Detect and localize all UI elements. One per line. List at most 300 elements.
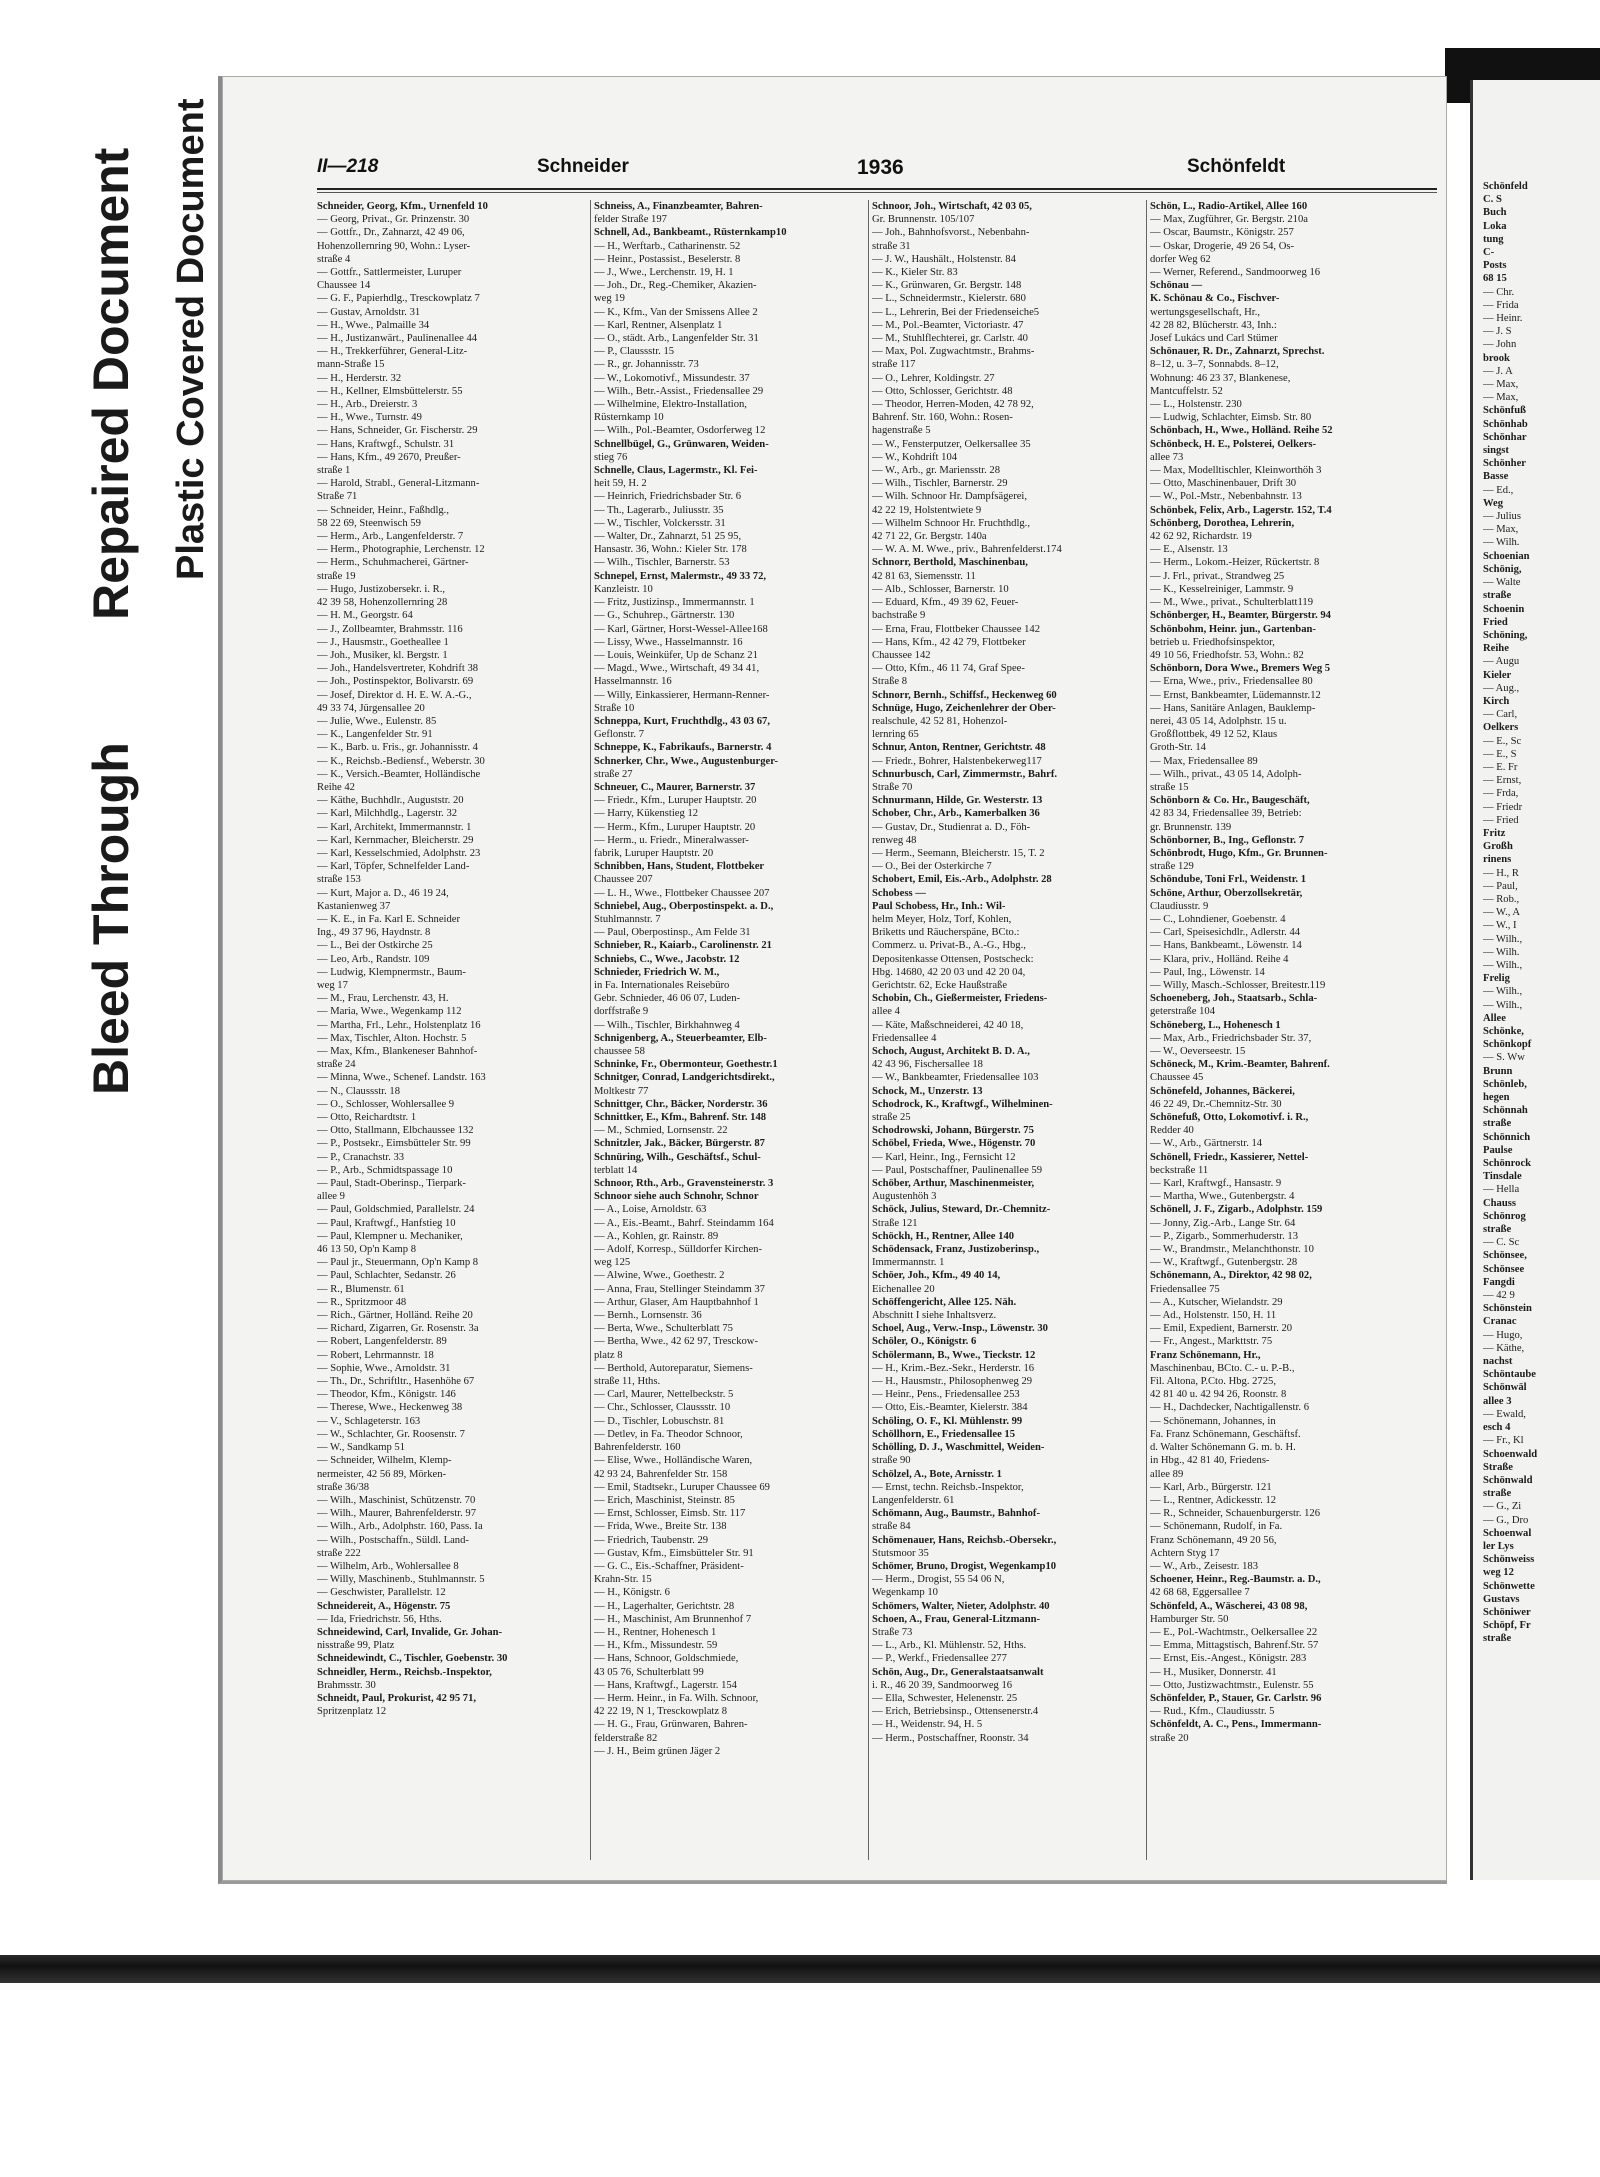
directory-entry-line: — Herm., Schuhmacherei, Gärtner- <box>317 557 469 569</box>
directory-entry-line: — Paul, Goldschmied, Parallelstr. 24 <box>317 1204 475 1216</box>
directory-entry-line: — Ad., Holstenstr. 150, H. 11 <box>1150 1310 1277 1322</box>
directory-entry-line: Schönwald <box>1483 1474 1533 1486</box>
directory-entry-line: — E., S <box>1483 748 1517 760</box>
directory-entry-line: dorffstraße 9 <box>594 1006 649 1018</box>
directory-entry-line: — Herm., Kfm., Luruper Hauptstr. 20 <box>594 821 756 833</box>
directory-entry-line: platz 8 <box>594 1349 623 1361</box>
directory-entry-line: — W., Arb., gr. Mariensstr. 28 <box>872 465 1001 477</box>
directory-entry-line: — Max, Tischler, Alton. Hochstr. 5 <box>317 1032 467 1044</box>
directory-entry-line: Schönke, <box>1483 1026 1524 1037</box>
directory-entry-line: — Adolf, Korresp., Sülldorfer Kirchen- <box>594 1244 762 1256</box>
directory-entry-line: — Ernst, Bankbeamter, Lüdemannstr.12 <box>1150 689 1321 701</box>
directory-entry-line: 42 39 58, Hohenzollernring 28 <box>317 597 448 609</box>
column-1 <box>317 200 587 1880</box>
directory-entry-line: — Rich., Gärtner, Holländ. Reihe 20 <box>317 1310 473 1322</box>
directory-entry-line: — Chr., Schlosser, Claussstr. 10 <box>594 1402 731 1414</box>
directory-entry-line: — Herm., Seemann, Bleicherstr. 15, T. 2 <box>872 847 1045 859</box>
side-label-repaired: Repaired Document <box>83 147 139 620</box>
directory-entry-line: — Otto, Maschinenbauer, Drift 30 <box>1150 478 1297 490</box>
directory-entry-line: — W., Pol.-Mstr., Nebenbahnstr. 13 <box>1150 491 1302 503</box>
directory-entry-line: Straße 73 <box>872 1626 913 1638</box>
directory-entry-line: — L. H., Wwe., Flottbeker Chaussee 207 <box>594 887 770 899</box>
directory-entry-line: — Georg, Privat., Gr. Prinzenstr. 30 <box>317 214 470 226</box>
directory-entry-line: — Detlev, in Fa. Theodor Schnoor, <box>594 1428 743 1440</box>
directory-entry-line: Schnieder, Friedrich W. M., <box>594 966 720 978</box>
directory-entry-line: — Max, Kfm., Blankeneser Bahnhof- <box>317 1046 478 1057</box>
directory-entry-line: Paul Schobess, Hr., Inh.: Wil- <box>872 900 1006 912</box>
directory-entry-line: Schnorr, Berthold, Maschinenbau, <box>872 557 1028 569</box>
directory-entry-line: Schneidt, Paul, Prokurist, 42 95 71, <box>317 1692 477 1704</box>
directory-entry-line: Schnittger, Chr., Bäcker, Norderstr. 36 <box>594 1098 768 1110</box>
directory-entry-line: in Hbg., 42 81 40, Friedens- <box>1150 1455 1270 1467</box>
directory-entry-line: — A., Kohlen, gr. Rainstr. 89 <box>594 1230 719 1242</box>
directory-entry-line: — Otto, Justizwachtmstr., Eulenstr. 55 <box>1150 1679 1314 1691</box>
directory-entry-line: Langenfelderstr. 61 <box>872 1494 955 1506</box>
directory-entry-line: Hamburger Str. 50 <box>1150 1613 1229 1625</box>
directory-entry-line: Schönberg, Dorothea, Lehrerin, <box>1150 517 1295 529</box>
directory-entry-line: straße <box>1483 1118 1512 1130</box>
directory-entry-line: Reihe <box>1483 643 1509 655</box>
directory-entry-line: C. S <box>1483 194 1502 206</box>
directory-entry-line: straße 222 <box>317 1547 361 1559</box>
directory-entry-line: — Julius <box>1483 511 1521 523</box>
directory-entry-line: — H., Wwe., Turnstr. 49 <box>317 412 422 424</box>
directory-entry-line: — Friedr <box>1483 801 1523 813</box>
directory-entry-line: — K. E., in Fa. Karl E. Schneider <box>317 913 460 925</box>
directory-entry-line: straße 4 <box>317 253 351 265</box>
directory-entry-line: — Chr. <box>1483 286 1515 298</box>
directory-entry-line: — Heinr., Pens., Friedensallee 253 <box>872 1389 1020 1401</box>
directory-entry-line: — Käte, Maßschneiderei, 42 40 18, <box>872 1019 1024 1031</box>
directory-entry-line: — H., Musiker, Donnerstr. 41 <box>1150 1666 1277 1678</box>
directory-entry-line: Franz Schönemann, Hr., <box>1150 1349 1261 1361</box>
directory-entry-line: Schoen, A., Frau, General-Litzmann- <box>872 1613 1041 1625</box>
directory-entry-line: — Wilh. <box>1483 946 1520 958</box>
directory-entry-line: Schöber, Arthur, Maschinenmeister, <box>872 1178 1035 1190</box>
directory-entry-line: Bahrenf. Str. 160, Wohn.: Rosen- <box>872 412 1013 424</box>
directory-entry-line: — Th., Lagerarb., Juliusstr. 35 <box>594 504 724 516</box>
directory-entry-line: — Frida <box>1483 299 1519 311</box>
directory-entry-line: Schönher <box>1483 458 1526 470</box>
directory-entry-line: Schniebel, Aug., Oberpostinspekt. a. D., <box>594 900 774 912</box>
directory-entry-line: Schömer, Bruno, Drogist, Wegenkamp10 <box>872 1560 1057 1572</box>
directory-entry-line: — Paul, Postschaffner, Paulinenallee 59 <box>872 1164 1043 1176</box>
directory-entry-line: — Herm., Photographie, Lerchenstr. 12 <box>317 544 485 556</box>
directory-entry-line: — Otto, Kfm., 46 11 74, Graf Spee- <box>872 663 1025 675</box>
directory-entry-line: — G. C., Eis.-Schaffner, Präsident- <box>594 1560 744 1572</box>
directory-entry-line: — A., Loise, Arnoldstr. 63 <box>594 1204 707 1216</box>
directory-entry-line: straße 90 <box>872 1455 911 1467</box>
directory-entry-line: — H., Kellner, Elmsbüttelerstr. 55 <box>317 385 463 397</box>
directory-entry-line: — Ernst, <box>1483 775 1522 787</box>
directory-entry-line: — L., Bei der Ostkirche 25 <box>317 940 433 952</box>
directory-entry-line: Schönleb, <box>1483 1078 1527 1090</box>
directory-entry-line: — R., Blumenstr. 61 <box>317 1283 405 1295</box>
next-page-edge <box>1470 80 1600 1880</box>
directory-entry-line: Gebr. Schnieder, 46 06 07, Luden- <box>594 993 741 1005</box>
directory-entry-line: Straße 71 <box>317 491 358 503</box>
directory-entry-line: — Maria, Wwe., Wegenkamp 112 <box>317 1006 462 1018</box>
directory-entry-line: — Wilh., Tischler, Barnerstr. 53 <box>594 557 730 569</box>
directory-entry-line: Schöling, O. F., Kl. Mühlenstr. 99 <box>872 1415 1023 1427</box>
directory-entry-line: Bahrenfelderstr. 160 <box>594 1442 681 1454</box>
directory-entry-line: — J. A <box>1483 365 1513 377</box>
directory-entry-line: Schninke, Fr., Obermonteur, Goethestr.1 <box>594 1059 778 1071</box>
directory-entry-line: — H., Herderstr. 32 <box>317 372 402 384</box>
directory-entry-line: straße 129 <box>1150 861 1194 873</box>
directory-entry-line: — Jonny, Zig.-Arb., Lange Str. 64 <box>1150 1217 1296 1229</box>
directory-entry-line: allee 3 <box>1483 1395 1512 1407</box>
directory-entry-line: — Hans, Schnoor, Goldschmiede, <box>594 1653 739 1665</box>
directory-entry-line: Schömenauer, Hans, Reichsb.-Obersekr., <box>872 1534 1057 1546</box>
directory-entry-line: — K., Kieler Str. 83 <box>872 267 958 279</box>
directory-entry-line: — R., Schneider, Schauenburgerstr. 126 <box>1150 1508 1321 1520</box>
page-header <box>317 156 1437 184</box>
directory-entry-line: — Walte <box>1483 577 1521 589</box>
directory-entry-line: — A., Kutscher, Wielandstr. 29 <box>1150 1296 1283 1308</box>
directory-entry-line: d. Walter Schönemann G. m. b. H. <box>1150 1442 1296 1454</box>
directory-entry-line: — Carl, Maurer, Nettelbeckstr. 5 <box>594 1389 734 1401</box>
directory-entry-line: — M., Pol.-Beamter, Victoriastr. 47 <box>872 319 1024 331</box>
directory-entry-line: — Max, Friedensallee 89 <box>1150 755 1258 767</box>
directory-entry-line: Frelig <box>1483 973 1510 985</box>
directory-entry-line: — E., Pol.-Wachtmstr., Oelkersallee 22 <box>1150 1626 1318 1638</box>
directory-entry-line: — Hans, Kraftwgf., Lagerstr. 154 <box>594 1679 737 1691</box>
directory-entry-line: — Fried <box>1483 814 1519 826</box>
directory-entry-line: — Harry, Kükenstieg 12 <box>594 808 699 820</box>
directory-entry-line: Schnoor, Rth., Arb., Gravensteinerstr. 3 <box>594 1178 774 1190</box>
directory-entry-line: 42 62 92, Richardstr. 19 <box>1150 531 1252 543</box>
directory-entry-line: — Karl, Kernmacher, Bleicherstr. 29 <box>317 834 474 846</box>
directory-entry-line: Schöbel, Frieda, Wwe., Högenstr. 70 <box>872 1138 1036 1150</box>
directory-entry-line: — Wilh., Maurer, Bahrenfelderstr. 97 <box>317 1508 476 1520</box>
directory-entry-line: Fried <box>1483 616 1508 628</box>
directory-entry-line: — H., Wwe., Palmaille 34 <box>317 319 430 331</box>
directory-entry-line: — L., Lehrerin, Bei der Friedenseiche5 <box>872 306 1040 318</box>
directory-entry-line: — Alb., Schlosser, Barnerstr. 10 <box>872 583 1009 595</box>
directory-entry-line: Groth-Str. 14 <box>1150 742 1206 754</box>
directory-entry-line: allee 73 <box>1150 451 1184 463</box>
directory-entry-line: — W., Bankbeamter, Friedensallee 103 <box>872 1072 1039 1084</box>
directory-entry-line: Schönfeldt, A. C., Pens., Immermann- <box>1150 1719 1322 1731</box>
directory-entry-line: — Wilhelmine, Elektro-Installation, <box>594 399 747 411</box>
directory-entry-line: helm Meyer, Holz, Torf, Kohlen, <box>872 913 1012 925</box>
directory-entry-line: Schönemann, A., Direktor, 42 98 02, <box>1150 1270 1312 1282</box>
directory-entry-line: — K., Kesselreiniger, Lammstr. 9 <box>1150 583 1294 595</box>
directory-entry-line: 42 71 22, Gr. Bergstr. 140a <box>872 531 987 543</box>
directory-entry-line: Schönhab <box>1483 418 1528 430</box>
directory-entry-line: Schölermann, B., Wwe., Tieckstr. 12 <box>872 1349 1036 1361</box>
directory-entry-line: lernring 65 <box>872 729 919 741</box>
directory-entry-line: Schnurmann, Hilde, Gr. Westerstr. 13 <box>872 795 1043 807</box>
directory-entry-line: Posts <box>1483 260 1507 272</box>
directory-entry-line: Schönhar <box>1483 431 1527 443</box>
directory-entry-line: straße 15 <box>1150 781 1189 793</box>
directory-entry-line: — W. A. M. Wwe., priv., Bahrenfelderst.174 <box>872 544 1062 556</box>
directory-entry-line: Schönau — <box>1150 280 1203 292</box>
directory-entry-line: i. R., 46 20 39, Sandmoorweg 16 <box>872 1679 1013 1691</box>
directory-entry-line: mann-Straße 15 <box>317 359 385 371</box>
directory-entry-line: Schönbeck, H. E., Polsterei, Oelkers- <box>1150 438 1317 450</box>
directory-entry-line: — W., Arb., Zeisestr. 183 <box>1150 1560 1258 1572</box>
directory-entry-line: — Wilh., Tischler, Birkhahnweg 4 <box>594 1019 740 1031</box>
directory-entry-line: nisstraße 99, Platz <box>317 1640 395 1652</box>
directory-entry-line: — C. Sc <box>1483 1237 1520 1249</box>
directory-entry-line: — K., Versich.-Beamter, Holländische <box>317 768 481 780</box>
directory-entry-line: — Paul, Schlachter, Sedanstr. 26 <box>317 1270 456 1282</box>
directory-entry-line: — O., Schlosser, Wohlersallee 9 <box>317 1098 455 1110</box>
directory-entry-line: — H., Trekkerführer, General-Litz- <box>317 346 468 358</box>
directory-entry-line: heit 59, H. 2 <box>594 478 647 490</box>
directory-entry-line: — V., Schlageterstr. 163 <box>317 1415 421 1427</box>
directory-entry-line: 68 15 <box>1483 273 1507 285</box>
directory-entry-line: Schodrock, K., Kraftwgf., Wilhelminen- <box>872 1098 1053 1110</box>
directory-entry-line: — K., Kfm., Van der Smissens Allee 2 <box>594 306 758 318</box>
directory-entry-line: Schöntaube <box>1483 1369 1536 1381</box>
directory-entry-line: — G., Dro <box>1483 1514 1529 1526</box>
directory-entry-line: — P., Cranachstr. 33 <box>317 1151 405 1163</box>
directory-entry-line: — Karl, Milchhdlg., Lagerstr. 32 <box>317 808 458 820</box>
directory-entry-line: — Wilh., Postschaffn., Süldl. Land- <box>317 1534 469 1546</box>
directory-entry-line: — Wilh., Tischler, Barnerstr. 29 <box>872 478 1008 490</box>
directory-entry-line: — Josef, Direktor d. H. E. W. A.-G., <box>317 689 472 701</box>
directory-entry-line: bachstraße 9 <box>872 610 926 622</box>
header-year: 1936 <box>857 156 904 179</box>
directory-entry-line: — G., Schuhrep., Gärtnerstr. 130 <box>594 610 735 622</box>
column-divider <box>590 200 591 1860</box>
directory-entry-line: Hohenzollernring 90, Wohn.: Lyser- <box>317 240 471 252</box>
directory-entry-line: — C., Lohndiener, Goebenstr. 4 <box>1150 913 1286 925</box>
directory-entry-line: — M., Wwe., privat., Schulterblatt119 <box>1150 597 1313 609</box>
directory-entry-line: Krahn-Str. 15 <box>594 1574 652 1586</box>
side-label-bleed-through: Bleed Through <box>83 742 139 1095</box>
directory-entry-line: Schönborn, Dora Wwe., Bremers Weg 5 <box>1150 663 1331 675</box>
directory-entry-line: stieg 76 <box>594 451 628 463</box>
directory-entry-line: Schnoor siehe auch Schnohr, Schnor <box>594 1191 759 1203</box>
header-left-word: Schneider <box>537 156 629 177</box>
directory-entry-line: weg 125 <box>594 1257 631 1269</box>
directory-entry-line: — Max, Modelltischler, Kleinworthöh 3 <box>1150 465 1322 477</box>
directory-entry-line: — Willy, Einkassierer, Hermann-Renner- <box>594 689 770 701</box>
directory-entry-line: tung <box>1483 233 1504 245</box>
directory-entry-line: — Hella <box>1483 1184 1520 1196</box>
directory-entry-line: weg 19 <box>594 293 625 305</box>
directory-entry-line: 58 22 69, Steenwisch 59 <box>317 517 421 529</box>
directory-entry-line: chaussee 58 <box>594 1046 645 1057</box>
directory-entry-line: — Gustav, Dr., Studienrat a. D., Föh- <box>872 821 1031 833</box>
directory-entry-line: straße 19 <box>317 570 356 582</box>
directory-entry-line: Schöler, O., Königstr. 6 <box>872 1336 977 1348</box>
directory-entry-line: Schönnich <box>1483 1131 1531 1143</box>
directory-entry-line: — W., Brandmstr., Melanchthonstr. 10 <box>1150 1244 1314 1256</box>
directory-entry-line: — Otto, Reichardtstr. 1 <box>317 1112 417 1124</box>
directory-entry-line: — W., I <box>1483 920 1517 932</box>
directory-entry-line: — Carl, <box>1483 709 1518 721</box>
directory-entry-line: — K., Grünwaren, Gr. Bergstr. 148 <box>872 280 1022 292</box>
directory-entry-line: — Heinr., Postassist., Beselerstr. 8 <box>594 253 741 265</box>
directory-page <box>218 76 1447 1884</box>
directory-entry-line: Schömann, Aug., Baumstr., Bahnhof- <box>872 1508 1040 1520</box>
directory-entry-line: — L., Arb., Kl. Mühlenstr. 52, Hths. <box>872 1640 1027 1652</box>
directory-entry-line: fabrik, Luruper Hauptstr. 20 <box>594 847 714 859</box>
directory-entry-line: Schöck, Julius, Steward, Dr.-Chemnitz- <box>872 1204 1051 1216</box>
directory-entry-line: — H., Kfm., Missundestr. 59 <box>594 1640 718 1652</box>
directory-entry-line: — Ludwig, Schlachter, Eimsb. Str. 80 <box>1150 412 1312 424</box>
directory-entry-line: — O., Lehrer, Koldingstr. 27 <box>872 372 995 384</box>
directory-entry-line: Schöffengericht, Allee 125. Näh. <box>872 1296 1017 1308</box>
directory-entry-line: Redder 40 <box>1150 1125 1194 1137</box>
directory-entry-line: — Gustav, Arnoldstr. 31 <box>317 306 421 318</box>
directory-entry-line: Achtern Styg 17 <box>1150 1547 1220 1559</box>
directory-entry-line: Schober, Chr., Arb., Kamerbalken 36 <box>872 808 1040 820</box>
directory-entry-line: Schnigenberg, A., Steuerbeamter, Elb- <box>594 1032 767 1044</box>
directory-entry-line: Schönrog <box>1483 1210 1526 1222</box>
directory-entry-line: renweg 48 <box>872 834 917 846</box>
directory-entry-line: — Max, <box>1483 392 1519 404</box>
directory-entry-line: Schönig, <box>1483 563 1522 575</box>
directory-entry-line: — Wilh. Schnoor Hr. Dampfsägerei, <box>872 491 1028 503</box>
directory-entry-line: Reihe 42 <box>317 781 355 793</box>
directory-entry-line: — Ernst, techn. Reichsb.-Inspektor, <box>872 1481 1024 1493</box>
directory-entry-line: straße 27 <box>594 768 633 780</box>
directory-entry-line: — Minna, Wwe., Schenef. Landstr. 163 <box>317 1072 486 1084</box>
directory-entry-line: — Werner, Referend., Sandmoorweg 16 <box>1150 267 1321 279</box>
scan-background-top <box>0 0 1600 48</box>
directory-entry-line: — E., Sc <box>1483 735 1522 747</box>
directory-entry-line: Schönsee, <box>1483 1250 1527 1262</box>
directory-entry-line: — E. Fr <box>1483 761 1518 773</box>
directory-entry-line: — Erna, Frau, Flottbeker Chaussee 142 <box>872 623 1040 635</box>
directory-entry-line: — Geschwister, Parallelstr. 12 <box>317 1587 446 1599</box>
directory-entry-line: Rüsternkamp 10 <box>594 412 664 424</box>
directory-entry-line: — W., Fensterputzer, Oelkersallee 35 <box>872 438 1031 450</box>
directory-entry-line: Schnitger, Conrad, Landgerichtsdirekt., <box>594 1072 775 1084</box>
directory-entry-line: Schniebs, C., Wwe., Jacobstr. 12 <box>594 953 740 965</box>
directory-entry-line: Schönnah <box>1483 1105 1528 1117</box>
directory-entry-line: — J. Frl., privat., Strandweg 25 <box>1150 570 1285 582</box>
directory-entry-line: Briketts und Räucherspäne, BCto.: <box>872 927 1020 939</box>
directory-entry-line: — W., Tischler, Volckersstr. 31 <box>594 517 726 529</box>
column-2 <box>594 200 864 1880</box>
page-number: II—218 <box>317 156 379 177</box>
directory-entry-line: — Emma, Mittagstisch, Bahrenf.Str. 57 <box>1150 1640 1319 1652</box>
directory-entry-line: allee 9 <box>317 1191 345 1203</box>
directory-entry-line: Schönfuß <box>1483 405 1526 417</box>
directory-entry-line: Fil. Altona, P.Cto. Hbg. 2725, <box>1150 1376 1276 1388</box>
directory-entry-line: — Wilh., <box>1483 999 1523 1011</box>
directory-entry-line: Schoenwal <box>1483 1527 1532 1539</box>
directory-entry-line: Kastanienweg 37 <box>317 900 391 912</box>
directory-entry-line: Schöneberg, L., Hohenesch 1 <box>1150 1019 1281 1031</box>
directory-entry-line: — Ella, Schwester, Helenenstr. 25 <box>872 1692 1018 1704</box>
directory-entry-line: — Rud., Kfm., Claudiusstr. 5 <box>1150 1706 1275 1718</box>
directory-entry-line: Abschnitt I siehe Inhaltsverz. <box>872 1310 997 1322</box>
directory-entry-line: — L., Rentner, Adickesstr. 12 <box>1150 1494 1277 1506</box>
directory-entry-line: Schnurbusch, Carl, Zimmermstr., Bahrf. <box>872 768 1058 780</box>
directory-entry-line: — Wilh., Betr.-Assist., Friedensallee 29 <box>594 385 764 397</box>
directory-entry-line: — J. S <box>1483 326 1512 338</box>
directory-entry-line: — Harold, Strabl., General-Litzmann- <box>317 478 480 490</box>
directory-entry-line: — Ed., <box>1483 484 1514 496</box>
directory-entry-line: — Max, <box>1483 379 1519 391</box>
directory-entry-line: Schölzel, A., Bote, Arnisstr. 1 <box>872 1468 1002 1480</box>
directory-entry-line: — R., gr. Johannisstr. 73 <box>594 359 699 371</box>
directory-entry-line: Schön, Aug., Dr., Generalstaatsanwalt <box>872 1666 1044 1678</box>
directory-entry-line: Mantcuffelstr. 52 <box>1150 385 1223 397</box>
directory-entry-line: Hasselmannstr. 16 <box>594 676 672 688</box>
directory-entry-line: hagenstraße 5 <box>872 425 931 437</box>
directory-entry-line: Schönauer, R. Dr., Zahnarzt, Sprechst. <box>1150 346 1325 358</box>
directory-entry-line: — Berta, Wwe., Schulterblatt 75 <box>594 1323 733 1335</box>
directory-entry-line: Schodrowski, Johann, Bürgerstr. 75 <box>872 1125 1034 1137</box>
directory-entry-line: — Wilh., <box>1483 959 1523 971</box>
directory-entry-line: straße 11, Hths. <box>594 1376 661 1388</box>
directory-entry-line: Schönsee <box>1483 1263 1525 1275</box>
directory-entry-line: singst <box>1483 445 1509 457</box>
directory-entry-line: Josef Lukács und Carl Stümer <box>1150 333 1278 345</box>
directory-entry-line: — Paul, <box>1483 880 1518 892</box>
directory-entry-line: — Max, <box>1483 524 1519 536</box>
directory-entry-line: — Hans, Schneider, Gr. Fischerstr. 29 <box>317 425 478 437</box>
directory-entry-line: Chaussee 45 <box>1150 1072 1204 1084</box>
directory-entry-line: — Ernst, Eis.-Angest., Königstr. 283 <box>1150 1653 1307 1665</box>
header-rule <box>317 188 1437 190</box>
directory-entry-line: Schneuer, C., Maurer, Barnerstr. 37 <box>594 781 756 793</box>
directory-entry-line: — P., Postsekr., Eimsbütteler Str. 99 <box>317 1138 471 1150</box>
directory-entry-line: Schöer, Joh., Kfm., 49 40 14, <box>872 1270 1001 1282</box>
directory-entry-line: — Herm., Postschaffner, Roonstr. 34 <box>872 1732 1029 1744</box>
directory-entry-line: Schnittker, E., Kfm., Bahrenf. Str. 148 <box>594 1112 767 1124</box>
directory-entry-line: betrieb u. Friedhofsinspektor, <box>1150 636 1275 648</box>
directory-entry-line: Moltkestr 77 <box>594 1085 649 1097</box>
directory-entry-line: — Walter, Dr., Zahnarzt, 51 25 95, <box>594 531 742 543</box>
directory-entry-line: Schönbek, Felix, Arb., Lagerstr. 152, T.4 <box>1150 504 1332 516</box>
directory-entry-line: — Karl, Architekt, Immermannstr. 1 <box>317 821 472 833</box>
directory-entry-line: — W., Oeverseestr. 15 <box>1150 1046 1246 1057</box>
directory-entry-line: — Joh., Postinspektor, Bolivarstr. 69 <box>317 676 474 688</box>
directory-entry-line: — H. G., Frau, Grünwaren, Bahren- <box>594 1719 748 1731</box>
directory-entry-line: Schoenin <box>1483 603 1525 615</box>
directory-entry-line: Chauss <box>1483 1197 1516 1209</box>
directory-entry-line: — H. M., Georgstr. 64 <box>317 610 413 622</box>
directory-entry-line: — O., städt. Arb., Langenfelder Str. 31 <box>594 333 759 345</box>
directory-entry-line: — H., Maschinist, Am Brunnenhof 7 <box>594 1613 752 1625</box>
directory-entry-line: Hbg. 14680, 42 20 03 und 42 20 04, <box>872 966 1026 978</box>
directory-entry-line: straße 24 <box>317 1059 356 1071</box>
directory-entry-line: — Hans, Bankbeamt., Löwenstr. 14 <box>1150 940 1302 952</box>
directory-entry-line: — Fritz, Justizinsp., Immermannstr. 1 <box>594 597 755 609</box>
header-rule-thin <box>317 192 1437 193</box>
directory-entry-line: Schönborner, B., Ing., Geflonstr. 7 <box>1150 834 1305 846</box>
directory-entry-line: Schnelle, Claus, Lagermstr., Kl. Fei- <box>594 465 758 477</box>
directory-entry-line: Schneidewind, Carl, Invalide, Gr. Johan- <box>317 1626 503 1638</box>
directory-entry-line: — Herm., Arb., Langenfelderstr. 7 <box>317 531 464 543</box>
directory-entry-line: Franz Schönemann, 49 20 56, <box>1150 1534 1277 1546</box>
directory-entry-line: straße <box>1483 590 1512 602</box>
directory-entry-line: — K., Reichsb.-Bediensf., Weberstr. 30 <box>317 755 485 767</box>
directory-entry-line: — Wilhelm, Arb., Wohlersallee 8 <box>317 1560 459 1572</box>
directory-entry-line: — Ludwig, Klempnermstr., Baum- <box>317 966 466 978</box>
directory-entry-line: Buch <box>1483 207 1507 219</box>
directory-entry-line: — Frda, <box>1483 788 1519 800</box>
directory-entry-line: Schnell, Ad., Bankbeamt., Rüsternkamp10 <box>594 227 787 239</box>
directory-entry-line: — Ernst, Schlosser, Eimsb. Str. 117 <box>594 1508 746 1520</box>
directory-entry-line: realschule, 42 52 81, Hohenzol- <box>872 715 1008 727</box>
directory-entry-line: — Paul, Oberpostinsp., Am Felde 31 <box>594 927 751 939</box>
directory-entry-line: Geflonstr. 7 <box>594 729 645 741</box>
directory-entry-line: — H., Werftarb., Catharinenstr. 52 <box>594 240 741 252</box>
directory-entry-line: — Fr., Angest., Markttstr. 75 <box>1150 1336 1273 1348</box>
